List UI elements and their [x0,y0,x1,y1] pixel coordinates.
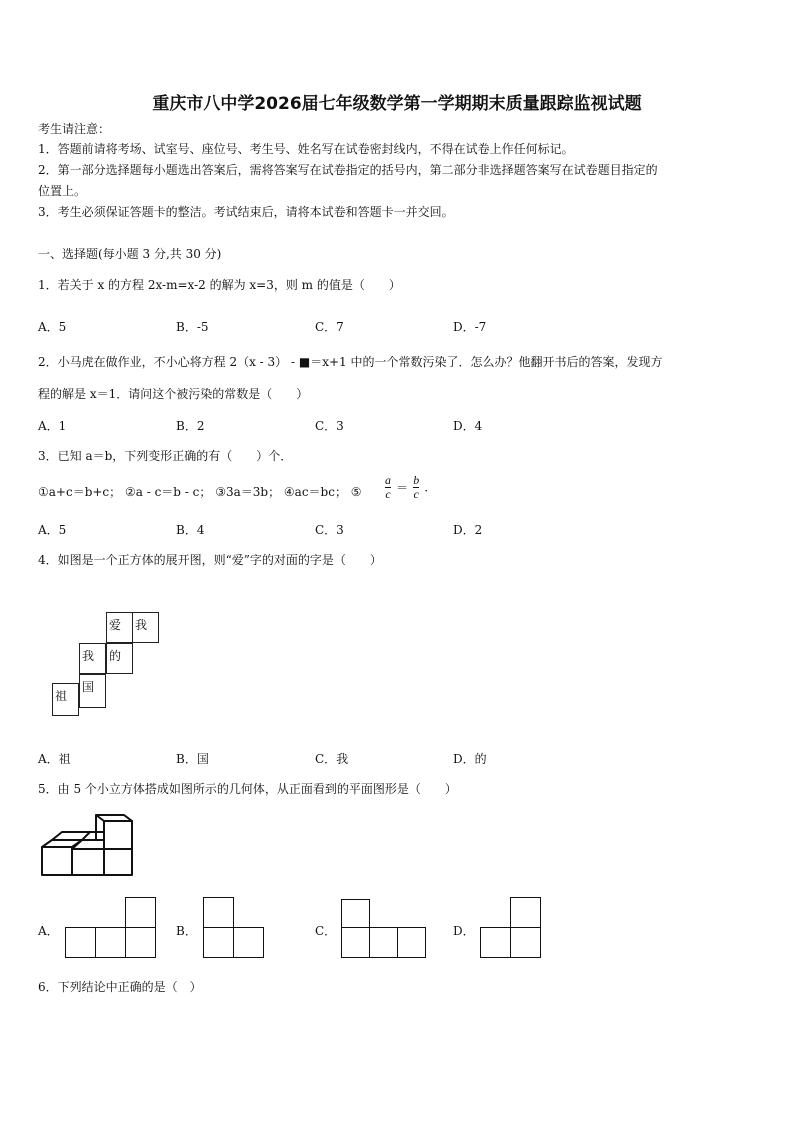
net-cell-ai: 爱 [106,612,133,643]
notice-heading: 考生请注意： [38,122,111,136]
question-3-stem: 3．已知 a＝b，下列变形正确的有（ ）个． [38,449,293,463]
q3-statement-1: ①a+c＝b+c； [38,485,122,499]
net-cell-zu: 祖 [52,683,79,716]
grid-cell [65,927,96,958]
grid-cell [203,927,234,958]
q1-option-c: C．7 [315,320,344,334]
q5-option-a: A． [38,924,59,938]
grid-cell [480,927,511,958]
q4-option-b: B．国 [176,752,209,766]
question-1-stem: 1．若关于 x 的方程 2x-m=x-2 的解为 x=3，则 m 的值是（ ） [38,278,401,292]
q2-option-b: B．2 [176,419,205,433]
question-2-stem: 2．小马虎在做作业，不小心将方程 2（x - 3） - ■＝x+1 中的一个常数污染了．怎么办？他翻开书后的答案，发现方 [38,355,663,369]
grid-cell [341,899,370,928]
q4-option-a: A．祖 [38,752,71,766]
notice-item-2: 2．第一部分选择题每小题选出答案后，需将答案写在试卷指定的括号内，第二部分非选择题答案写在试卷题目指定的 [38,163,658,177]
q3-option-b: B．4 [176,523,205,537]
q3-statements [38,484,362,500]
q5-option-d: D． [453,924,475,938]
grid-cell [233,927,264,958]
page-title: 重庆市八中学2026届七年级数学第一学期期末质量跟踪监视试题 [152,94,642,114]
q3-option-d: D．2 [453,523,483,537]
equals-sign: ＝ [396,481,409,495]
grid-cell [397,927,426,958]
q5-option-b: B． [176,924,197,938]
q2-option-a: A．1 [38,419,67,433]
net-cell-de: 的 [106,643,133,674]
period: . [424,480,429,495]
q3-option-c: C．3 [315,523,344,537]
fraction-b-over-c: $\frac{b}{c}$ [413,473,420,501]
notice-item-3: 3．考生必须保证答题卡的整洁。考试结束后，请将本试卷和答题卡一并交回。 [38,205,454,219]
section-heading: 一、选择题(每小题 3 分,共 30 分) [38,247,222,261]
grid-cell [369,927,398,958]
fraction-a-over-c: $\frac{a}{c}$ [385,473,391,501]
q3-fraction-equation [385,474,428,501]
net-cell-guo: 国 [79,674,106,708]
grid-cell [125,897,156,928]
grid-cell [125,927,156,958]
question-2-stem-cont: 程的解是 x＝1．请问这个被污染的常数是（ ） [38,387,309,401]
q1-option-b: B．-5 [176,320,209,334]
question-6-stem: 6．下列结论中正确的是（ ） [38,980,202,994]
question-4-stem: 4．如图是一个正方体的展开图，则“爱”字的对面的字是（ ） [38,553,382,567]
q1-option-a: A．5 [38,320,67,334]
q4-option-c: C．我 [315,752,349,766]
grid-cell [95,927,126,958]
grid-cell [341,927,370,958]
grid-cell [510,927,541,958]
grid-cell [203,897,234,928]
net-cell-wo-1: 我 [132,612,159,643]
q2-option-c: C．3 [315,419,344,433]
notice-item-2-cont: 位置上。 [38,184,87,198]
net-cell-wo-2: 我 [79,643,106,674]
q5-option-c: C． [315,924,337,938]
q1-option-d: D．-7 [453,320,487,334]
q4-option-d: D．的 [453,752,487,766]
q2-option-d: D．4 [453,419,483,433]
question-5-stem: 5．由 5 个小立方体搭成如图所示的几何体，从正面看到的平面图形是（ ） [38,782,457,796]
q3-statement-5: ⑤ [350,485,362,499]
stacked-cubes-figure [38,812,138,878]
q3-option-a: A．5 [38,523,67,537]
q3-statement-2: ②a - c＝b - c； [124,485,212,499]
notice-item-1: 1．答题前请将考场、试室号、座位号、考生号、姓名写在试卷密封线内，不得在试卷上作任何标记。 [38,142,574,156]
grid-cell [510,897,541,928]
q3-statement-3: ③3a＝3b； [215,485,281,499]
q3-statement-4: ④ac＝bc； [283,485,347,499]
